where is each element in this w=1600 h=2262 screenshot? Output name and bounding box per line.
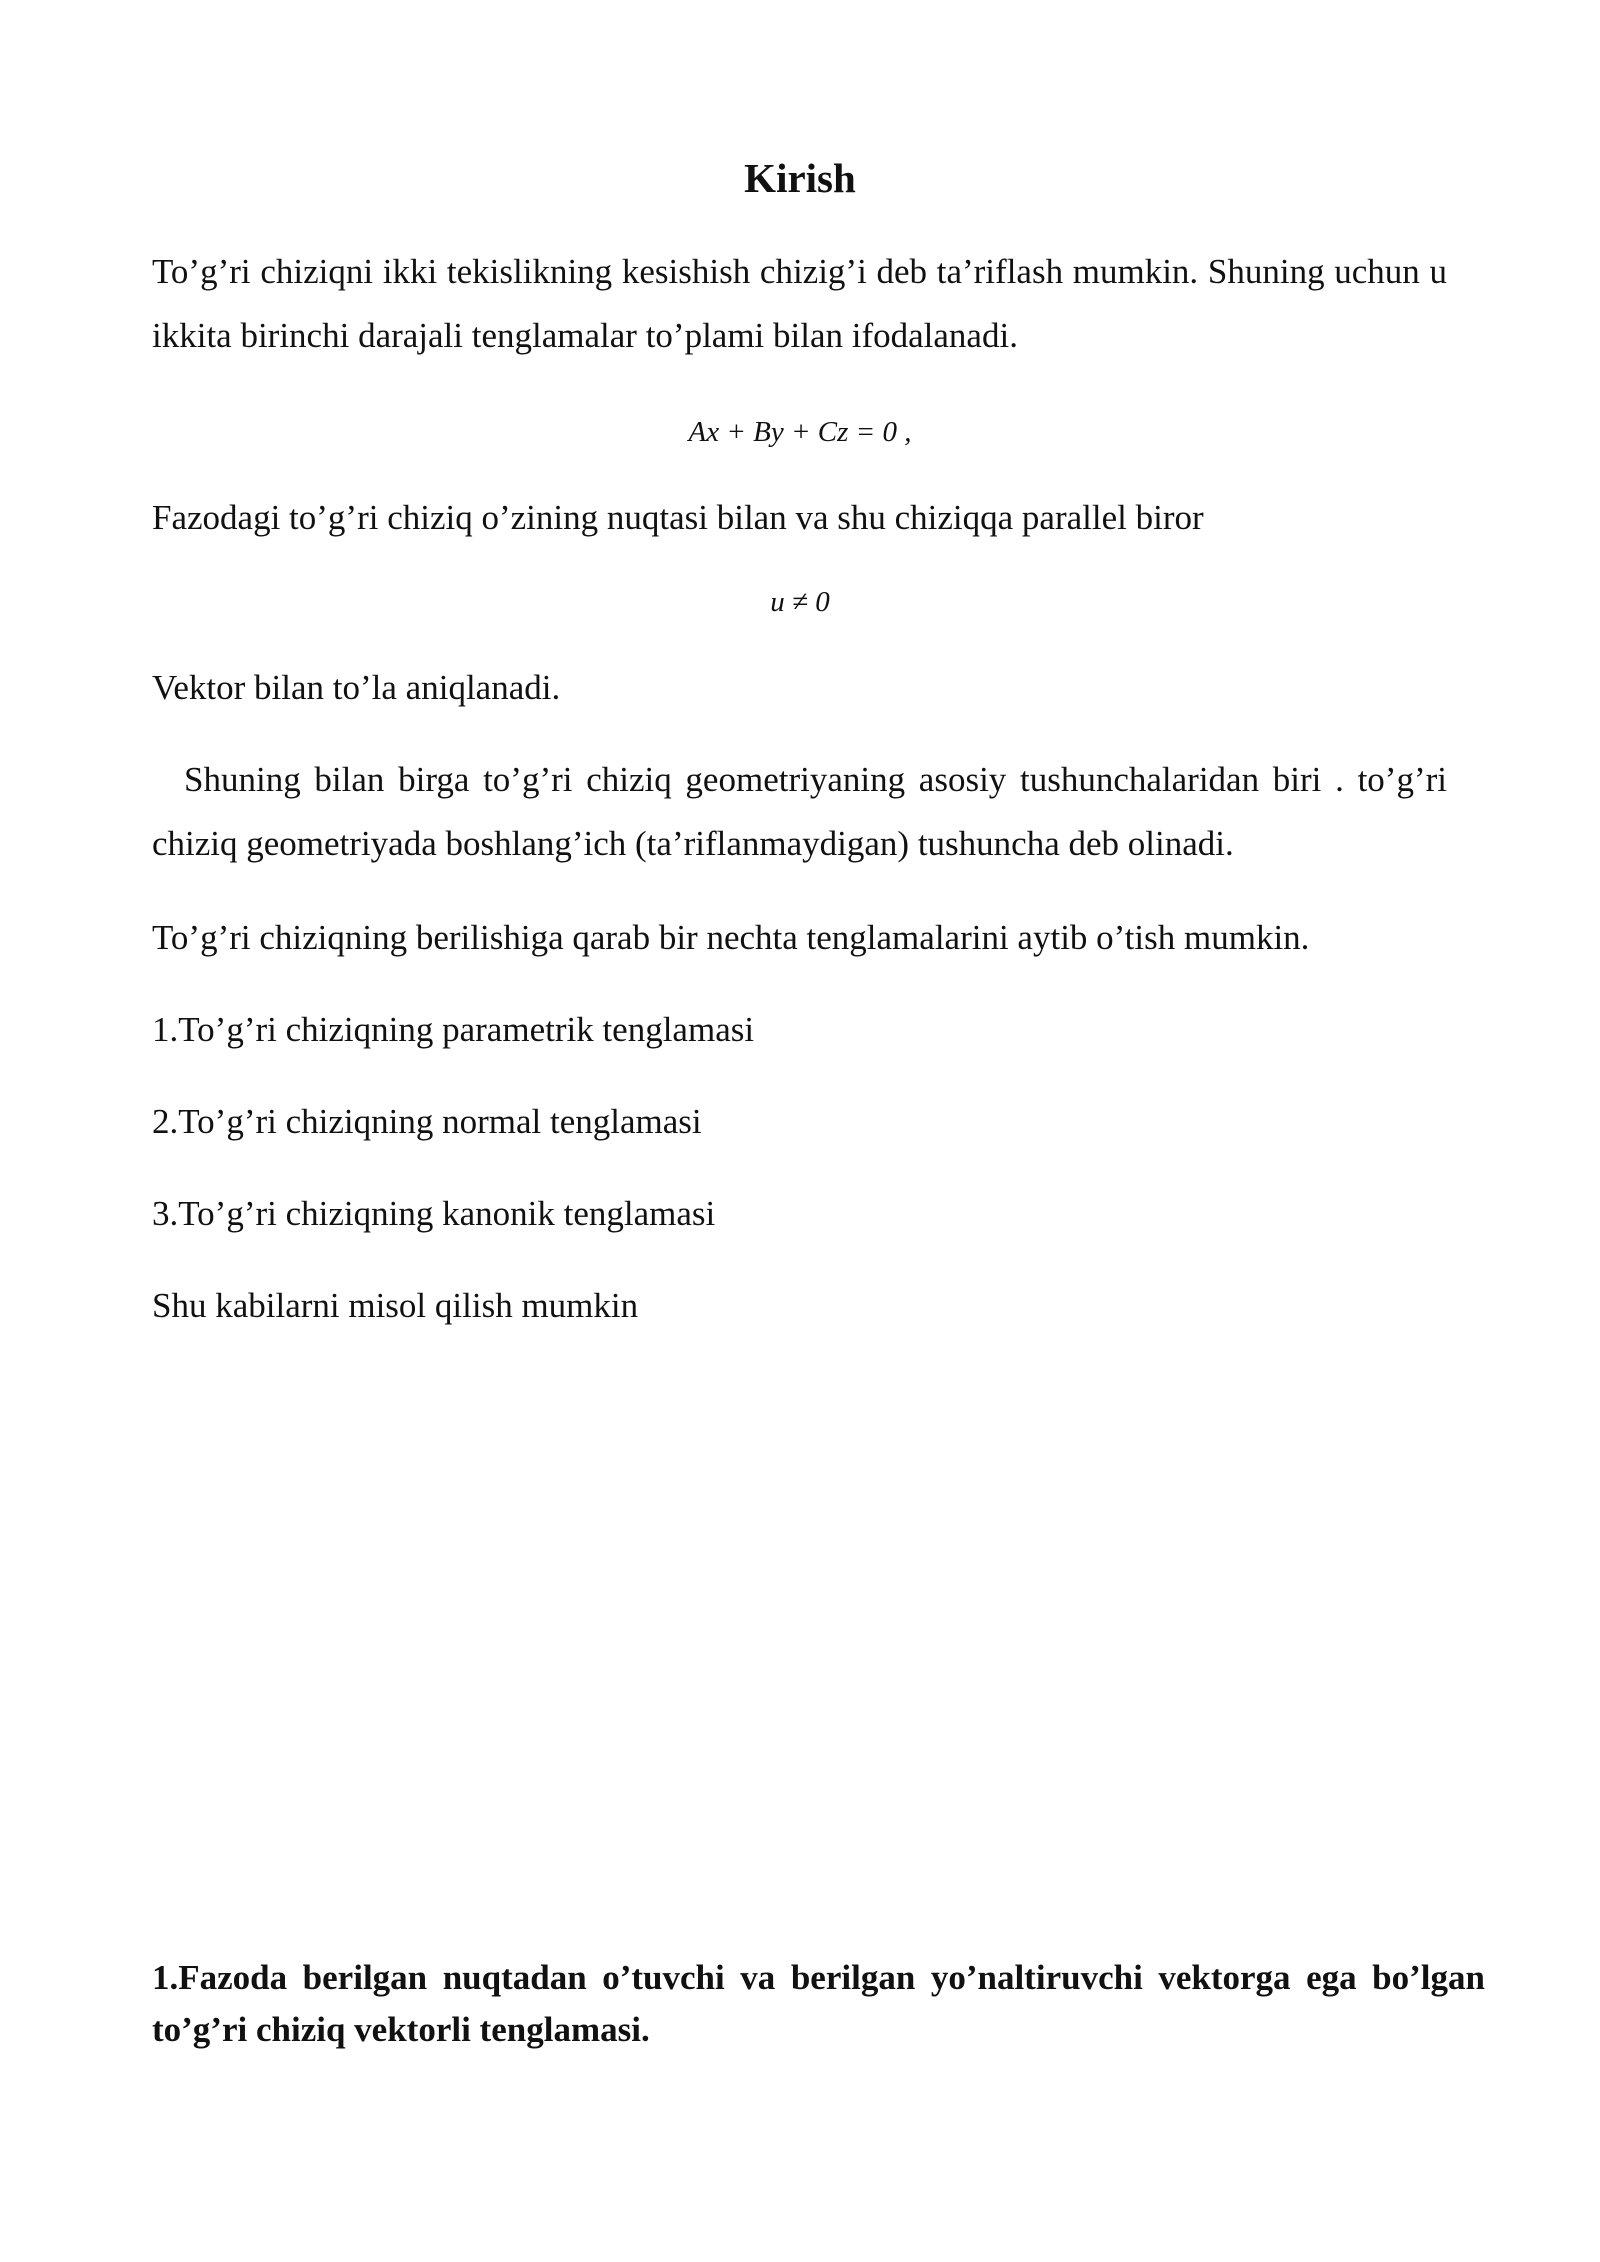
paragraph-basic-concept: Shuning bilan birga to’g’ri chiziq geometriyaning asosiy tushunchalaridan biri . to’g’ri chiziq geometriyada boshlang’ich (ta’riflanmaydigan) tushuncha deb olinadi. xyxy=(152,760,1447,863)
vector-condition: u ≠ 0 xyxy=(770,586,830,618)
plane-equation: Ax + By + Cz = 0 , xyxy=(688,416,912,448)
section-heading: 1.Fazoda berilgan nuqtadan o’tuvchi va berilgan yo’naltiruvchi vektorga ega bo’lgan to’g’ri chiziq vektorli tenglamasi. xyxy=(152,1958,1485,2049)
paragraph-equations-intro: To’g’ri chiziqning berilishiga qarab bir nechta tenglamalarini aytib o’tish mumkin. xyxy=(152,918,1310,957)
paragraph-examples: Shu kabilarni misol qilish mumkin xyxy=(152,1286,639,1325)
list-item-normal: 2.To’g’ri chiziqning normal tenglamasi xyxy=(152,1102,702,1141)
page-title: Kirish xyxy=(744,155,856,201)
list-item-parametric: 1.To’g’ri chiziqning parametrik tenglamasi xyxy=(152,1010,755,1049)
paragraph-vector: Vektor bilan to’la aniqlanadi. xyxy=(152,668,561,707)
paragraph-line-definition: Fazodagi to’g’ri chiziq o’zining nuqtasi bilan va shu chiziqqa parallel biror xyxy=(152,498,1204,537)
list-item-canonical: 3.To’g’ri chiziqning kanonik tenglamasi xyxy=(152,1194,716,1233)
paragraph-intro: To’g’ri chiziqni ikki tekislikning kesishish chizig’i deb ta’riflash mumkin. Shuning uchun u ikkita birinchi darajali tenglamalar to’plami bilan ifodalanadi. xyxy=(152,252,1447,355)
